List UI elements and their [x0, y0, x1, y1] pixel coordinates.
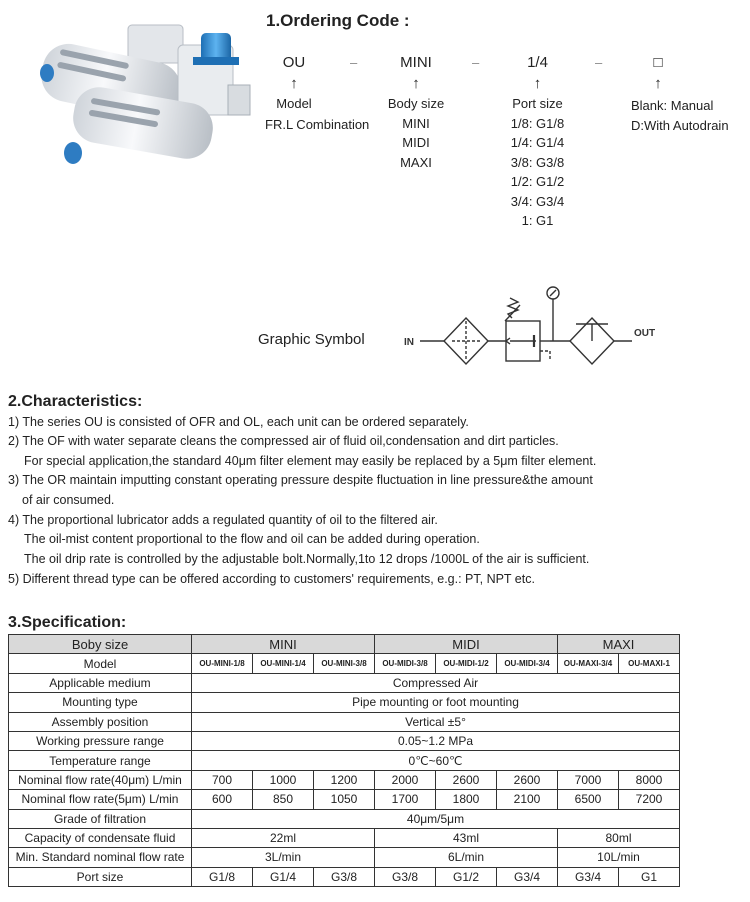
- separator-dash: –: [350, 55, 358, 70]
- ordering-code-title: 1.Ordering Code :: [266, 11, 410, 30]
- table-row: [9, 712, 680, 731]
- table-row-label: Assembly position: [9, 712, 192, 731]
- table-cell: G3/8: [314, 867, 375, 886]
- table-cell: OU-MINI-1/4: [253, 654, 314, 673]
- table-cell: 1700: [375, 790, 436, 809]
- table-cell: 22ml: [192, 828, 375, 847]
- symbol-in-label: IN: [404, 337, 414, 348]
- code-value: □: [653, 54, 663, 71]
- code-option: 1/2: G1/2: [510, 174, 565, 189]
- code-column-drain: [640, 52, 676, 94]
- characteristic-line: The oil drip rate is controlled by the adjustable bolt.Normally,1to 12 drops /1000L of the air is sufficient.: [24, 552, 590, 566]
- code-option: 1: G1: [521, 213, 554, 228]
- table-cell: G1/8: [192, 867, 253, 886]
- table-cell: OU-MINI-3/8: [314, 654, 375, 673]
- characteristic-line: 2) The OF with water separate cleans the compressed air of fluid oil,condensation and dirt particles.: [8, 434, 559, 448]
- separator-dash: –: [595, 55, 603, 70]
- specification-title: 3.Specification:: [8, 614, 127, 631]
- table-cell: G1/2: [436, 867, 497, 886]
- table-cell: G3/8: [375, 867, 436, 886]
- table-cell: 2000: [375, 770, 436, 789]
- table-cell: Boby size: [9, 635, 192, 654]
- table-row-label: Model: [9, 654, 192, 673]
- code-label: Model: [276, 96, 312, 111]
- table-cell: 40μm/5μm: [192, 809, 680, 828]
- table-cell: 700: [192, 770, 253, 789]
- table-cell: OU-MAXI-3/4: [558, 654, 619, 673]
- code-column-body-size: [380, 52, 452, 172]
- table-row-label: Min. Standard nominal flow rate: [9, 848, 192, 867]
- code-option: 1/8: G1/8: [510, 115, 565, 131]
- table-row: [9, 673, 680, 692]
- code-option: MAXI: [400, 154, 432, 170]
- code-label: Port size: [512, 96, 563, 111]
- table-cell: MINI: [192, 635, 375, 654]
- table-cell: OU-MIDI-3/4: [497, 654, 558, 673]
- table-row: [9, 867, 680, 886]
- characteristic-line: The oil-mist content proportional to the flow and oil can be added during operation.: [24, 532, 480, 546]
- characteristic-line: 5) Different thread type can be offered according to customers' requirements, e.g.: PT, NPT etc.: [8, 572, 535, 586]
- code-value: OU: [282, 54, 306, 71]
- characteristic-line: 4) The proportional lubricator adds a regulated quantity of oil to the filtered air.: [8, 513, 438, 527]
- specification-table: [8, 634, 680, 887]
- code-option: 3/4: G3/4: [510, 193, 565, 209]
- table-row-label: Mounting type: [9, 693, 192, 712]
- characteristics-title: 2.Characteristics:: [8, 393, 143, 410]
- table-cell: 1200: [314, 770, 375, 789]
- table-cell: 3L/min: [192, 848, 375, 867]
- table-cell: MIDI: [375, 635, 558, 654]
- table-row-label: Nominal flow rate(40μm) L/min: [9, 770, 192, 789]
- table-cell: 1000: [253, 770, 314, 789]
- code-option: MIDI: [402, 135, 430, 150]
- table-row: [9, 693, 680, 712]
- graphic-symbol-label: Graphic Symbol: [258, 331, 365, 348]
- table-cell: 0.05~1.2 MPa: [192, 731, 680, 750]
- table-cell: 6500: [558, 790, 619, 809]
- table-cell: OU-MIDI-1/2: [436, 654, 497, 673]
- table-cell: G1: [619, 867, 680, 886]
- code-option: 1/4: G1/4: [510, 135, 565, 150]
- characteristic-line: For special application,the standard 40μm filter element may easily be replaced by a 5μm filter element.: [24, 454, 597, 468]
- separator-dash: –: [472, 55, 480, 70]
- table-cell: 7200: [619, 790, 680, 809]
- code-sublabel: FR.L Combination: [265, 117, 370, 132]
- table-row: [9, 828, 680, 847]
- table-cell: 7000: [558, 770, 619, 789]
- table-row-label: Temperature range: [9, 751, 192, 770]
- characteristic-line: 3) The OR maintain imputting constant operating pressure despite fluctuation in line pressure&the amount: [8, 473, 593, 487]
- table-cell: OU-MINI-1/8: [192, 654, 253, 673]
- table-cell: 2100: [497, 790, 558, 809]
- table-cell: OU-MIDI-3/8: [375, 654, 436, 673]
- up-arrow-icon: ↑: [290, 75, 298, 92]
- table-cell: Pipe mounting or foot mounting: [192, 693, 680, 712]
- table-cell: 1800: [436, 790, 497, 809]
- table-cell: G3/4: [558, 867, 619, 886]
- up-arrow-icon: ↑: [654, 75, 662, 92]
- table-cell: Vertical ±5°: [192, 712, 680, 731]
- table-row-label: Port size: [9, 867, 192, 886]
- table-header-row: [9, 635, 680, 654]
- table-cell: 600: [192, 790, 253, 809]
- table-row-label: Working pressure range: [9, 731, 192, 750]
- up-arrow-icon: ↑: [533, 75, 542, 92]
- code-label: Body size: [387, 96, 445, 111]
- table-row-label: Applicable medium: [9, 673, 192, 692]
- symbol-out-label: OUT: [634, 328, 656, 339]
- drain-options: [631, 96, 729, 135]
- table-cell: 8000: [619, 770, 680, 789]
- table-cell: 2600: [436, 770, 497, 789]
- table-row-label: Nominal flow rate(5μm) L/min: [9, 790, 192, 809]
- table-row: [9, 731, 680, 750]
- code-column-model: [263, 52, 325, 114]
- code-option: 3/8: G3/8: [510, 154, 565, 170]
- code-option: MINI: [402, 115, 430, 131]
- table-row: [9, 848, 680, 867]
- table-cell: 43ml: [375, 828, 558, 847]
- table-cell: 850: [253, 790, 314, 809]
- table-cell: Compressed Air: [192, 673, 680, 692]
- table-cell: 80ml: [558, 828, 680, 847]
- table-row-label: Capacity of condensate fluid: [9, 828, 192, 847]
- characteristic-line: of air consumed.: [22, 493, 115, 507]
- characteristic-line: 1) The series OU is consisted of OFR and OL, each unit can be ordered separately.: [8, 415, 469, 429]
- table-cell: OU-MAXI-1: [619, 654, 680, 673]
- product-photo: [33, 15, 258, 180]
- code-value: 1/4: [527, 54, 548, 71]
- table-row: [9, 654, 680, 673]
- up-arrow-icon: ↑: [412, 75, 420, 92]
- table-row: [9, 809, 680, 828]
- table-row: [9, 770, 680, 789]
- table-cell: 10L/min: [558, 848, 680, 867]
- table-cell: MAXI: [558, 635, 680, 654]
- code-option: D:With Autodrain: [631, 117, 729, 133]
- pneumatic-symbol: [400, 283, 670, 373]
- table-cell: 1050: [314, 790, 375, 809]
- table-row: [9, 790, 680, 809]
- table-row: [9, 751, 680, 770]
- table-row-label: Grade of filtration: [9, 809, 192, 828]
- code-value: MINI: [400, 54, 432, 71]
- table-cell: G3/4: [497, 867, 558, 886]
- code-option: Blank: Manual: [631, 98, 714, 113]
- table-cell: 6L/min: [375, 848, 558, 867]
- code-column-port-size: [500, 52, 575, 231]
- table-cell: 2600: [497, 770, 558, 789]
- table-cell: 0℃~60℃: [192, 751, 680, 770]
- table-cell: G1/4: [253, 867, 314, 886]
